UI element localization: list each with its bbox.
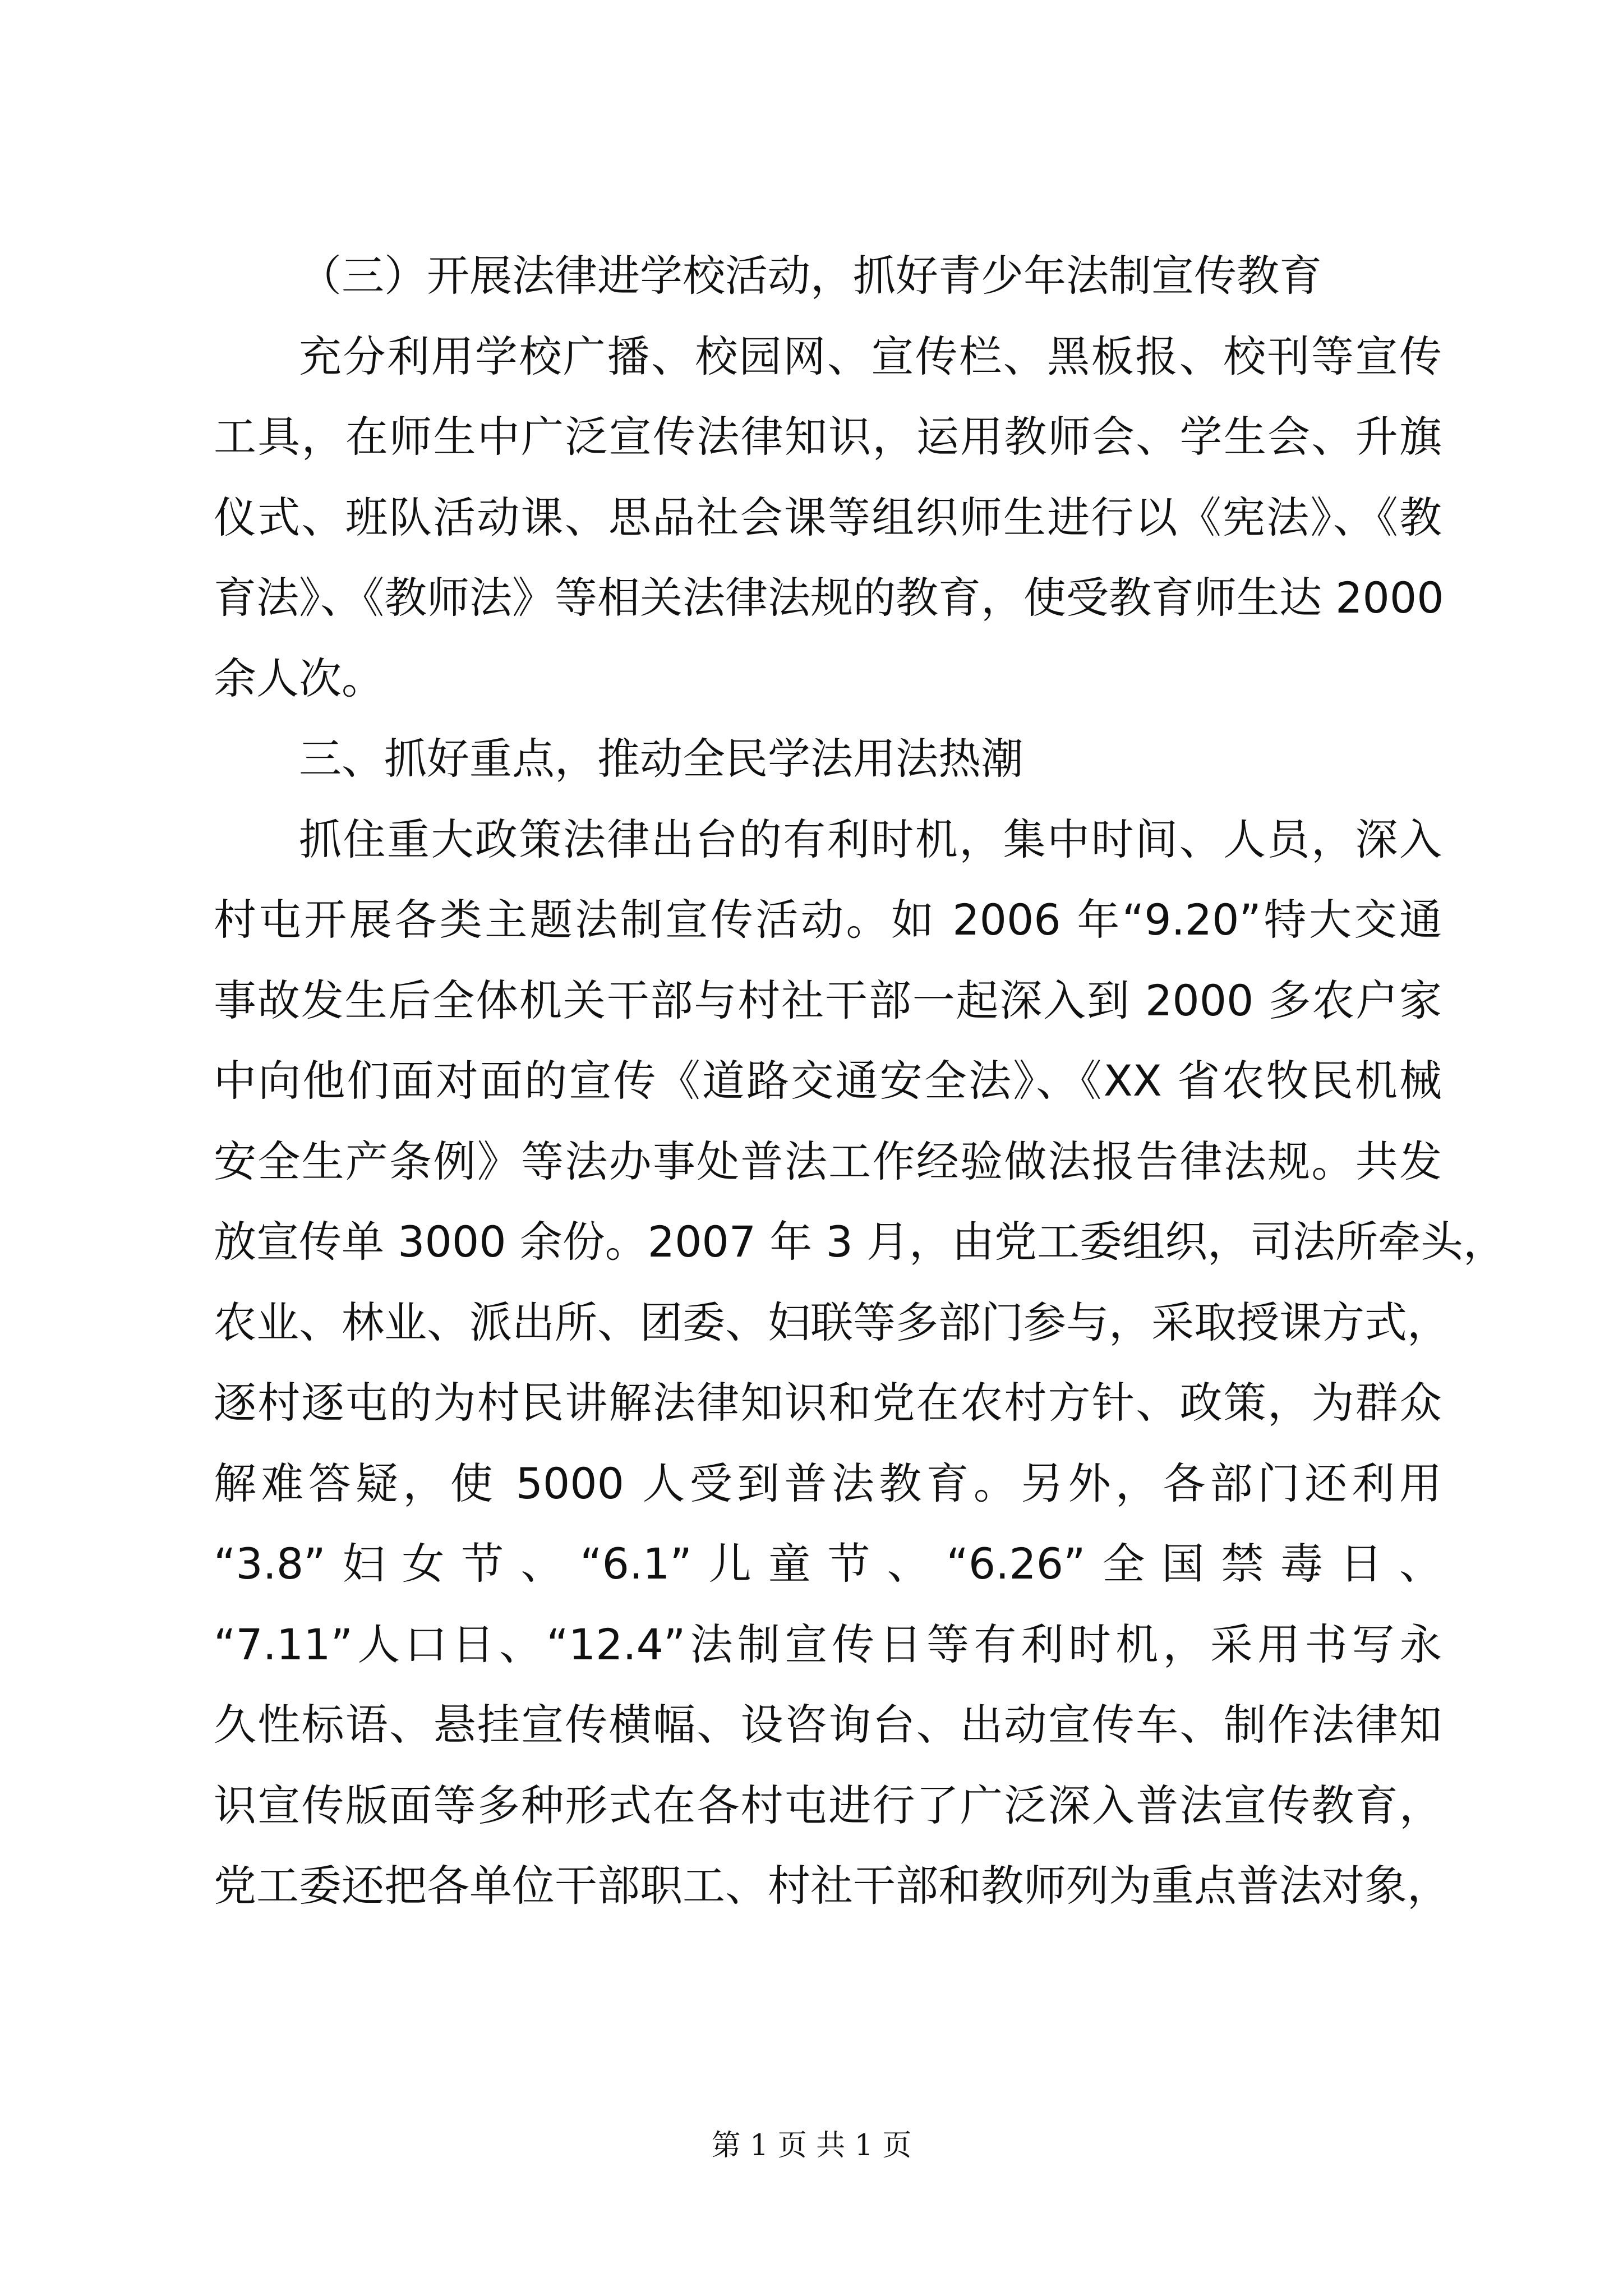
text-line: 仪式、班队活动课、思品社会课等组织师生进行以《宪法》、《教 [214,492,1442,542]
text-line: 逐村逐屯的为村民讲解法律知识和党在农村方针、政策，为群众 [214,1378,1442,1428]
text-line: “3.8”妇女节、“6.1”儿童节、“6.26”全国禁毒日、 [214,1539,1442,1589]
page-footer: 第 1 页 共 1 页 [711,2129,912,2162]
text-line: 事故发生后全体机关干部与村社干部一起深入到 2000 多农户家 [214,975,1442,1025]
text-line: 余人次。 [214,653,384,703]
text-line: 抓住重大政策法律出台的有利时机，集中时间、人员，深入 [299,814,1442,864]
text-line: 久性标语、悬挂宣传横幅、设咨询台、出动宣传车、制作法律知 [214,1700,1442,1750]
text-line: 安全生产条例》等法办事处普法工作经验做法报告律法规。共发 [214,1136,1442,1186]
text-line: 识宣传版面等多种形式在各村屯进行了广泛深入普法宣传教育， [214,1780,1442,1830]
text-line: 党工委还把各单位干部职工、村社干部和教师列为重点普法对象， [214,1861,1450,1911]
document-body [214,236,1506,1926]
text-line: “7.11”人口日、“12.4”法制宣传日等有利时机，采用书写永 [214,1619,1442,1669]
text-line: 放宣传单 3000 余份。2007 年 3 月，由党工委组织，司法所牵头， [214,1217,1506,1267]
text-line: 充分利用学校广播、校园网、宣传栏、黑板报、校刊等宣传 [299,331,1442,381]
text-line: 解难答疑，使 5000 人受到普法教育。另外，各部门还利用 [214,1458,1442,1508]
text-line: 育法》、《教师法》等相关法律法规的教育，使受教育师生达 2000 [214,573,1444,623]
text-line: 中向他们面对面的宣传《道路交通安全法》、《XX 省农牧民机械 [214,1056,1442,1106]
text-line: 村屯开展各类主题法制宣传活动。如 2006 年“9.20”特大交通 [214,895,1442,945]
text-line: 农业、林业、派出所、团委、妇联等多部门参与，采取授课方式， [214,1297,1450,1347]
text-line: （三）开展法律进学校活动，抓好青少年法制宣传教育 [299,251,1322,301]
text-line: 工具，在师生中广泛宣传法律知识，运用教师会、学生会、升旗 [214,412,1442,462]
text-line: 三、抓好重点，推动全民学法用法热潮 [299,734,1023,784]
